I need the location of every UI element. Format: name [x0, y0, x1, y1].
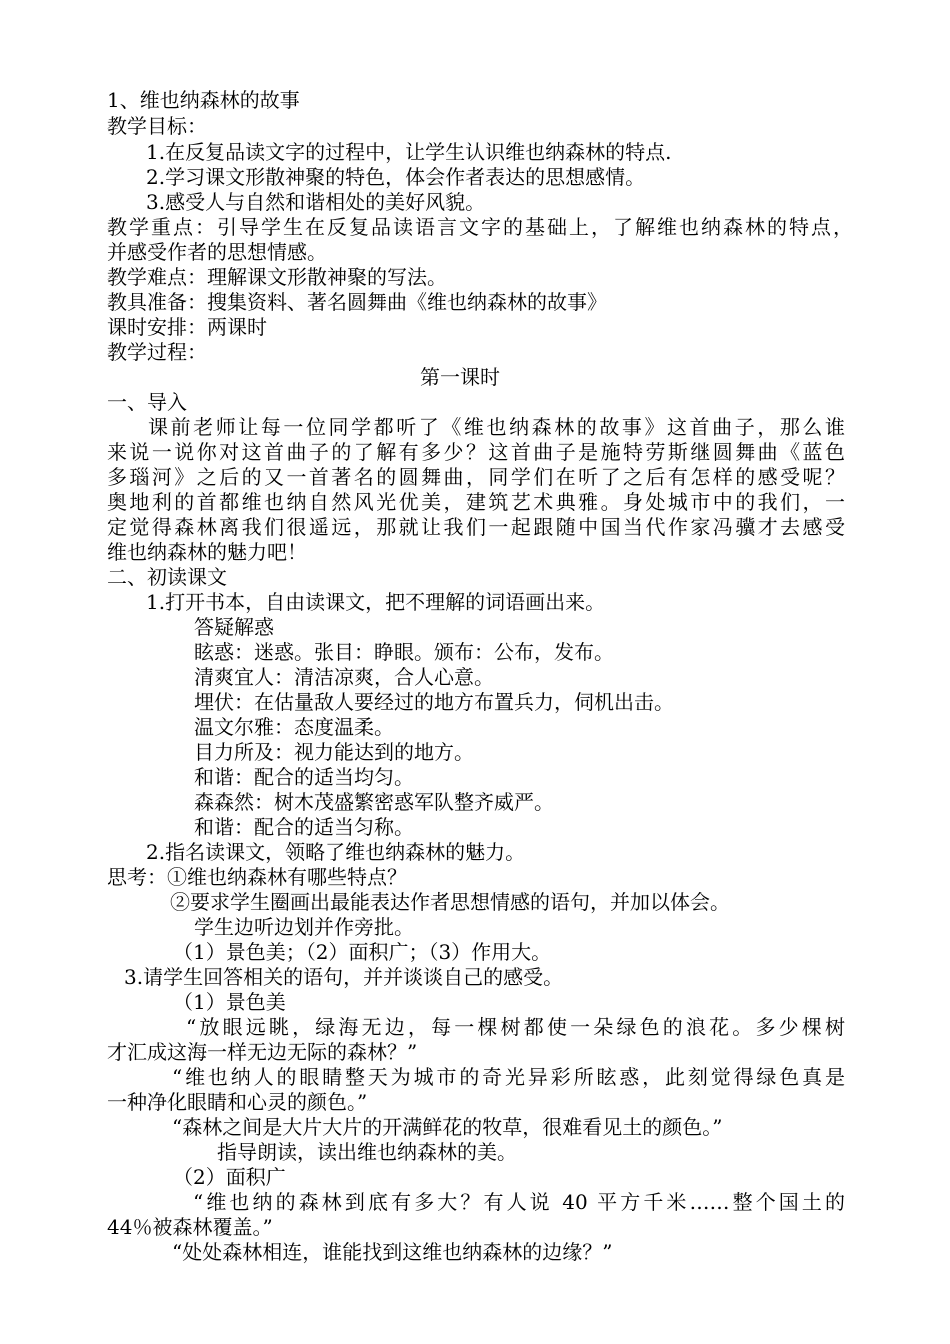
- vocab-item: 温文尔雅：态度温柔。: [194, 715, 394, 739]
- materials-line: 教具准备：搜集资料、著名圆舞曲《维也纳森林的故事》: [107, 290, 607, 314]
- goal-item: 3.感受人与自然和谐相处的美好风貌。: [146, 190, 486, 214]
- step-line: 2.指名读课文，领略了维也纳森林的魅力。: [146, 840, 526, 864]
- qa-heading: 答疑解惑: [194, 615, 274, 639]
- quote-line: “维也纳的森林到底有多大？有人说 40 平方千米……整个国土的: [193, 1190, 845, 1214]
- quote-line: “森林之间是大片大片的开满鲜花的牧草，很难看见土的颜色。”: [172, 1115, 723, 1139]
- intro-paragraph-line: 课前老师让每一位同学都听了《维也纳森林的故事》这首曲子，那么谁: [148, 415, 845, 439]
- section-heading: 一、导入: [107, 390, 187, 414]
- vocab-item: 和谐：配合的适当均匀。: [194, 765, 414, 789]
- quote-line: 一种净化眼睛和心灵的颜色。”: [107, 1090, 368, 1114]
- quote-line: 44％被森林覆盖。”: [107, 1215, 273, 1239]
- lesson-title: 1、维也纳森林的故事: [107, 88, 300, 112]
- vocab-item: 森森然：树木茂盛繁密惑军队整齐威严。: [194, 790, 554, 814]
- intro-paragraph-line: 多瑙河》之后的又一首著名的圆舞曲，同学们在听了之后有怎样的感受呢？: [107, 465, 845, 489]
- think-line: ②要求学生圈画出最能表达作者思想情感的语句，并加以体会。: [170, 890, 730, 914]
- vocab-item: 清爽宜人：清洁凉爽，合人心意。: [194, 665, 494, 689]
- quote-line: “维也纳人的眼睛整天为城市的奇光异彩所眩惑，此刻觉得绿色真是: [172, 1065, 845, 1089]
- schedule-line: 课时安排：两课时: [107, 315, 267, 339]
- step-line: 3.请学生回答相关的语句，并并谈谈自己的感受。: [124, 965, 564, 989]
- goals-heading: 教学目标：: [107, 114, 207, 138]
- intro-paragraph-line: 来说一说你对这首曲子的了解有多少？这首曲子是施特劳斯继圆舞曲《蓝色: [107, 440, 845, 464]
- vocab-item: 眩惑：迷惑。张目：睁眼。颁布：公布，发布。: [194, 640, 614, 664]
- vocab-item: 埋伏：在估量敌人要经过的地方布置兵力，伺机出击。: [194, 690, 674, 714]
- focus-line: 并感受作者的思想情感。: [107, 240, 327, 264]
- annotate-line: 学生边听边划并作旁批。: [194, 915, 414, 939]
- think-line: 思考：①维也纳森林有哪些特点？: [107, 865, 407, 889]
- quote-line: 才汇成这海一样无边无际的森林？”: [107, 1040, 418, 1064]
- vocab-item: 和谐：配合的适当匀称。: [194, 815, 414, 839]
- lesson-heading: 第一课时: [420, 365, 500, 389]
- subsection-heading: （1）景色美: [173, 990, 286, 1014]
- focus-line: 教学重点：引导学生在反复品读语言文字的基础上，了解维也纳森林的特点，: [107, 215, 853, 239]
- vocab-item: 目力所及：视力能达到的地方。: [194, 740, 474, 764]
- section-heading: 二、初读课文: [107, 565, 227, 589]
- step-line: 1.打开书本，自由读课文，把不理解的词语画出来。: [146, 590, 606, 614]
- quote-line: “放眼远眺，绿海无边，每一棵树都使一朵绿色的浪花。多少棵树: [186, 1015, 845, 1039]
- intro-paragraph-line: 定觉得森林离我们很遥远，那就让我们一起跟随中国当代作家冯骥才去感受: [107, 515, 845, 539]
- features-line: （1）景色美；（2）面积广；（3）作用大。: [173, 940, 552, 964]
- intro-paragraph-line: 奥地利的首都维也纳自然风光优美，建筑艺术典雅。身处城市中的我们，一: [107, 490, 845, 514]
- difficulty-line: 教学难点：理解课文形散神聚的写法。: [107, 265, 447, 289]
- subsection-heading: （2）面积广: [173, 1165, 286, 1189]
- goal-item: 1.在反复品读文字的过程中，让学生认识维也纳森林的特点.: [146, 140, 672, 164]
- guide-line: 指导朗读，读出维也纳森林的美。: [217, 1140, 517, 1164]
- process-heading: 教学过程：: [107, 340, 207, 364]
- goal-item: 2.学习课文形散神聚的特色，体会作者表达的思想感情。: [146, 165, 646, 189]
- quote-line: “处处森林相连，谁能找到这维也纳森林的边缘？”: [172, 1240, 613, 1264]
- intro-paragraph-line: 维也纳森林的魅力吧！: [107, 540, 307, 564]
